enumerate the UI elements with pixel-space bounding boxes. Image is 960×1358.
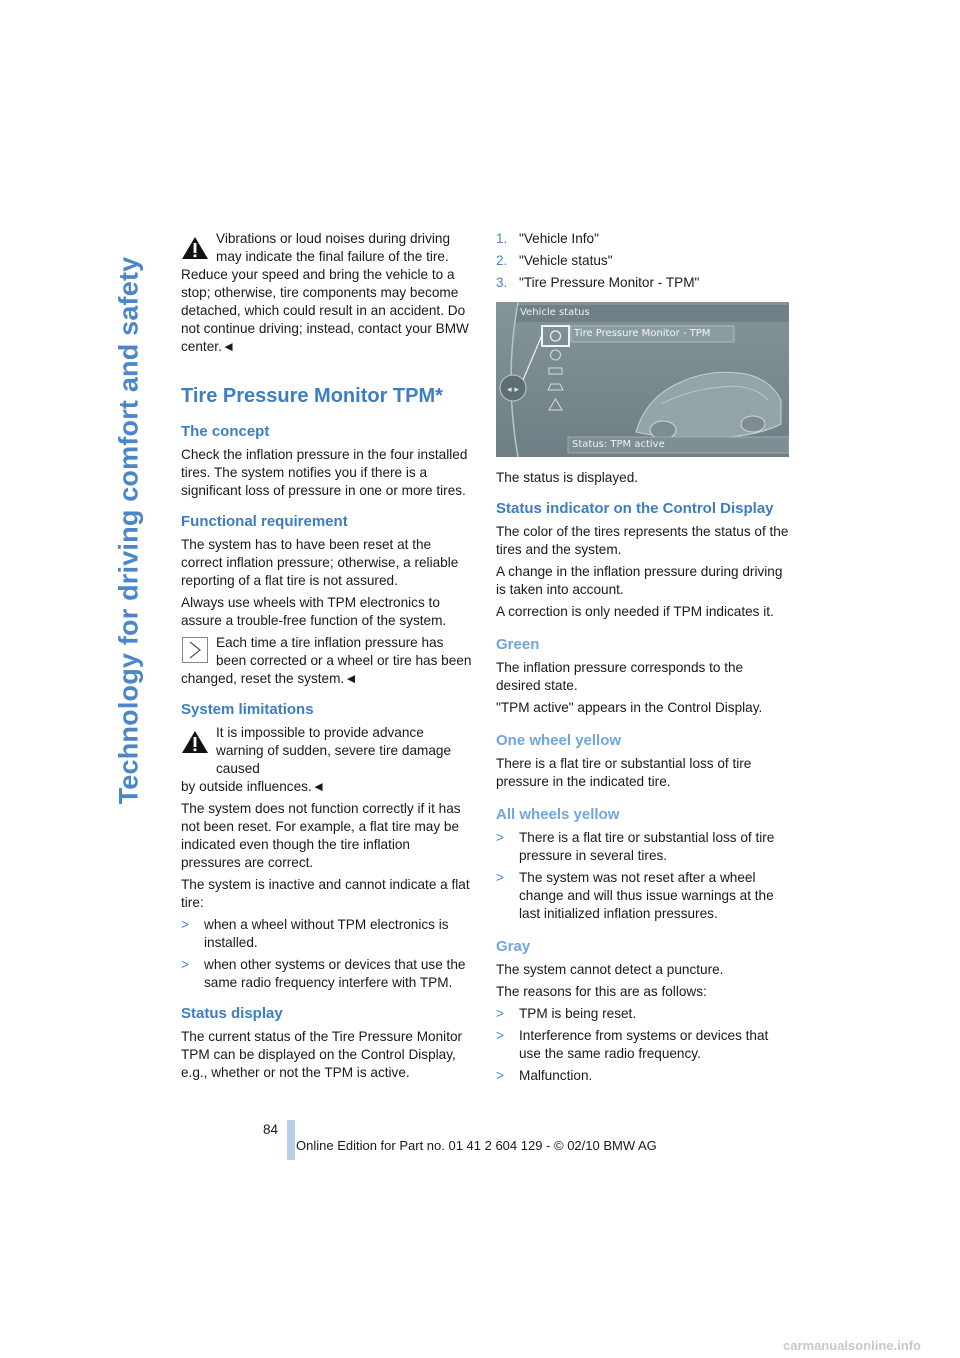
functional-requirement-heading: Functional requirement bbox=[181, 513, 348, 530]
right-column bbox=[496, 230, 789, 1089]
bullet-marker: > bbox=[496, 1028, 504, 1043]
left-column bbox=[181, 230, 473, 1086]
footer-edition-text: Online Edition for Part no. 01 41 2 604 129 - © 02/10 BMW AG bbox=[296, 1138, 657, 1153]
page-number: 84 bbox=[263, 1122, 279, 1137]
indicator-text-1: The color of the tires represents the status of the tires and the system. bbox=[496, 524, 789, 557]
control-display-screenshot bbox=[496, 302, 789, 457]
concept-text: Check the inflation pressure in the four installed tires. The system notifies you if there is a significant loss of pressure in one or more tires. bbox=[181, 447, 468, 498]
functional-text-1: The system has to have been reset at the correct inflation pressure; otherwise, a reliable reporting of a flat tire is not assured. bbox=[181, 537, 459, 588]
warning-note-limitations bbox=[181, 724, 473, 796]
gray-text-1: The system cannot detect a puncture. bbox=[496, 962, 724, 977]
screen-title: Vehicle status bbox=[520, 307, 590, 318]
footer-accent-bar bbox=[287, 1120, 295, 1160]
concept-heading: The concept bbox=[181, 423, 270, 440]
step-number: 1. bbox=[496, 231, 508, 246]
list-item bbox=[496, 869, 789, 923]
gray-heading: Gray bbox=[496, 938, 531, 955]
svg-text:◂ ▸: ◂ ▸ bbox=[507, 385, 519, 395]
note-arrow-icon bbox=[181, 636, 209, 664]
green-text-1: The inflation pressure corresponds to the desired state. bbox=[496, 660, 744, 693]
step-text: "Tire Pressure Monitor - TPM" bbox=[519, 275, 700, 290]
step-item bbox=[496, 274, 789, 292]
list-item-text: Malfunction. bbox=[519, 1068, 593, 1083]
warning-triangle-icon bbox=[181, 234, 209, 262]
green-heading: Green bbox=[496, 636, 540, 653]
bullet-marker: > bbox=[181, 957, 189, 972]
chapter-title-text: Technology for driving comfort and safety bbox=[113, 256, 144, 804]
green-text-2: "TPM active" appears in the Control Display. bbox=[496, 700, 763, 715]
list-item-text: There is a flat tire or substantial loss of tire pressure in several tires. bbox=[519, 830, 775, 863]
list-item bbox=[181, 956, 473, 992]
section-title: Tire Pressure Monitor TPM* bbox=[181, 385, 443, 407]
list-item bbox=[496, 1027, 789, 1063]
step-number: 3. bbox=[496, 275, 508, 290]
warning-text-first: Vibrations or loud noises during driving may indicate the final failure of the tire. bbox=[216, 231, 451, 264]
indicator-text-2: A change in the inflation pressure during driving is taken into account. bbox=[496, 564, 783, 597]
bullet-marker: > bbox=[496, 1006, 504, 1021]
status-display-text: The current status of the Tire Pressure Monitor TPM can be displayed on the Control Display, e.g., whether or not the TPM is active. bbox=[181, 1029, 463, 1080]
step-item bbox=[496, 252, 789, 270]
warning2-text-first: It is impossible to provide advance warning of sudden, severe tire damage caused bbox=[216, 725, 452, 776]
status-display-heading: Status display bbox=[181, 1005, 283, 1022]
warning2-text-rest: by outside influences.◄ bbox=[181, 779, 326, 794]
bullet-marker: > bbox=[181, 917, 189, 932]
step-item bbox=[496, 230, 789, 248]
bullet-marker: > bbox=[496, 1068, 504, 1083]
screen-status-text: Status: TPM active bbox=[572, 439, 665, 450]
limitations-text-2: The system is inactive and cannot indicate a flat tire: bbox=[181, 877, 470, 910]
one-wheel-yellow-heading: One wheel yellow bbox=[496, 732, 622, 749]
step-text: "Vehicle status" bbox=[519, 253, 613, 268]
gray-text-2: The reasons for this are as follows: bbox=[496, 984, 707, 999]
note-text-rest: changed, reset the system.◄ bbox=[181, 671, 358, 686]
status-displayed-text: The status is displayed. bbox=[496, 470, 639, 485]
screen-selected-item: Tire Pressure Monitor - TPM bbox=[574, 328, 711, 339]
all-wheels-yellow-heading: All wheels yellow bbox=[496, 806, 620, 823]
chapter-side-title bbox=[104, 230, 154, 830]
list-item bbox=[496, 1005, 789, 1023]
list-item bbox=[181, 916, 473, 952]
indicator-text-3: A correction is only needed if TPM indicates it. bbox=[496, 604, 774, 619]
list-item bbox=[496, 1067, 789, 1085]
bullet-marker: > bbox=[496, 870, 504, 885]
bullet-marker: > bbox=[496, 830, 504, 845]
warning-triangle-icon bbox=[181, 728, 209, 756]
one-wheel-yellow-text: There is a flat tire or substantial loss of tire pressure in the indicated tire. bbox=[496, 756, 752, 789]
list-item-text: TPM is being reset. bbox=[519, 1006, 637, 1021]
list-item-text: Interference from systems or devices that use the same radio frequency. bbox=[519, 1028, 769, 1061]
list-item-text: when other systems or devices that use the same radio frequency interfere with TPM. bbox=[204, 957, 466, 990]
note-text-first: Each time a tire inflation pressure has been corrected or a wheel or tire has been bbox=[216, 635, 472, 668]
functional-text-2: Always use wheels with TPM electronics to assure a trouble-free function of the system. bbox=[181, 595, 447, 628]
step-text: "Vehicle Info" bbox=[519, 231, 599, 246]
system-limitations-heading: System limitations bbox=[181, 701, 314, 718]
list-item bbox=[496, 829, 789, 865]
step-number: 2. bbox=[496, 253, 508, 268]
warning-note-vibrations bbox=[181, 230, 473, 356]
list-item-text: The system was not reset after a wheel change and will thus issue warnings at the last initialized inflation pressures. bbox=[519, 870, 774, 921]
site-watermark: carmanualsonline.info bbox=[783, 1338, 921, 1353]
warning-text-rest: Reduce your speed and bring the vehicle to a stop; otherwise, tire components may become detached, which could result in an accident. Do not continue driving; instead, contact your BMW center.◄ bbox=[181, 267, 469, 354]
info-note-reset bbox=[181, 634, 473, 688]
status-indicator-heading: Status indicator on the Control Display bbox=[496, 500, 774, 517]
list-item-text: when a wheel without TPM electronics is installed. bbox=[204, 917, 449, 950]
limitations-text-1: The system does not function correctly if it has not been reset. For example, a flat tire may be indicated even though the tire inflation pressures are correct. bbox=[181, 801, 461, 870]
